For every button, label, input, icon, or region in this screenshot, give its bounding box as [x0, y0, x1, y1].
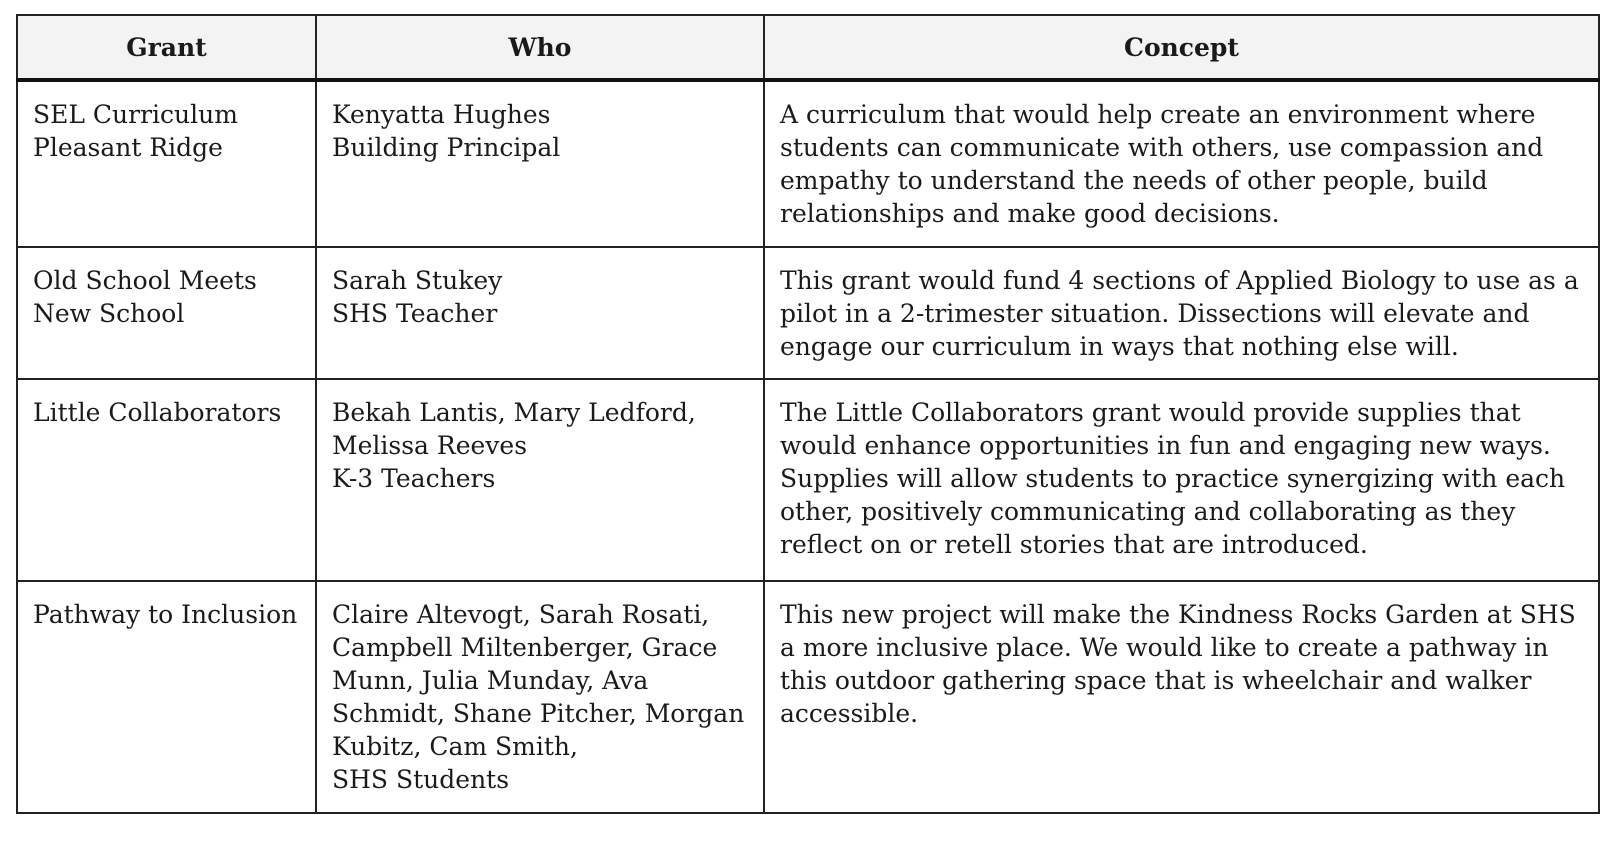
table-row [17, 379, 1599, 581]
table-header-row [17, 15, 1599, 80]
table-row [17, 80, 1599, 247]
grant-cell [17, 247, 316, 379]
concept-cell: The Little Collaborators grant would provide supplies that would enhance opportunities in fun and engaging new ways. Supplies will allow students to practice synergizing with each other, positively communicating and collaborating as they reflect on or retell stories that are introduced. [764, 379, 1599, 581]
who-role: Building Principal [332, 133, 561, 162]
who-names: Sarah Stukey [332, 266, 503, 295]
header-who: Who [316, 15, 764, 80]
header-concept: Concept [764, 15, 1599, 80]
grant-cell [17, 80, 316, 247]
who-role: SHS Students [332, 765, 510, 794]
grant-cell [17, 581, 316, 813]
who-names: Kenyatta Hughes [332, 100, 551, 129]
grant-name-line: New School [33, 299, 185, 328]
grant-name-line: Pathway to Inclusion [33, 600, 298, 629]
grant-name-line: SEL Curriculum [33, 100, 238, 129]
who-role: K-3 Teachers [332, 464, 496, 493]
grants-table [16, 14, 1600, 814]
grant-name-line: Pleasant Ridge [33, 133, 223, 162]
who-cell [316, 581, 764, 813]
grant-cell [17, 379, 316, 581]
table-row [17, 581, 1599, 813]
table-row [17, 247, 1599, 379]
concept-cell: A curriculum that would help create an environment where students can communicate with others, use compassion and empathy to understand the needs of other people, build relationships and make good decisions. [764, 80, 1599, 247]
concept-cell: This grant would fund 4 sections of Applied Biology to use as a pilot in a 2-trimester situation. Dissections will elevate and engage our curriculum in ways that nothing else will. [764, 247, 1599, 379]
who-names: Claire Altevogt, Sarah Rosati, Campbell Miltenberger, Grace Munn, Julia Munday, Ava Schmidt, Shane Pitcher, Morgan Kubitz, Cam Smith, [332, 600, 745, 761]
who-role: SHS Teacher [332, 299, 498, 328]
grant-name-line: Little Collaborators [33, 398, 282, 427]
header-grant: Grant [17, 15, 316, 80]
who-names: Bekah Lantis, Mary Ledford, Melissa Reeves [332, 398, 696, 460]
who-cell [316, 247, 764, 379]
concept-cell: This new project will make the Kindness Rocks Garden at SHS a more inclusive place. We would like to create a pathway in this outdoor gathering space that is wheelchair and walker accessible. [764, 581, 1599, 813]
who-cell [316, 379, 764, 581]
who-cell [316, 80, 764, 247]
grant-name-line: Old School Meets [33, 266, 257, 295]
